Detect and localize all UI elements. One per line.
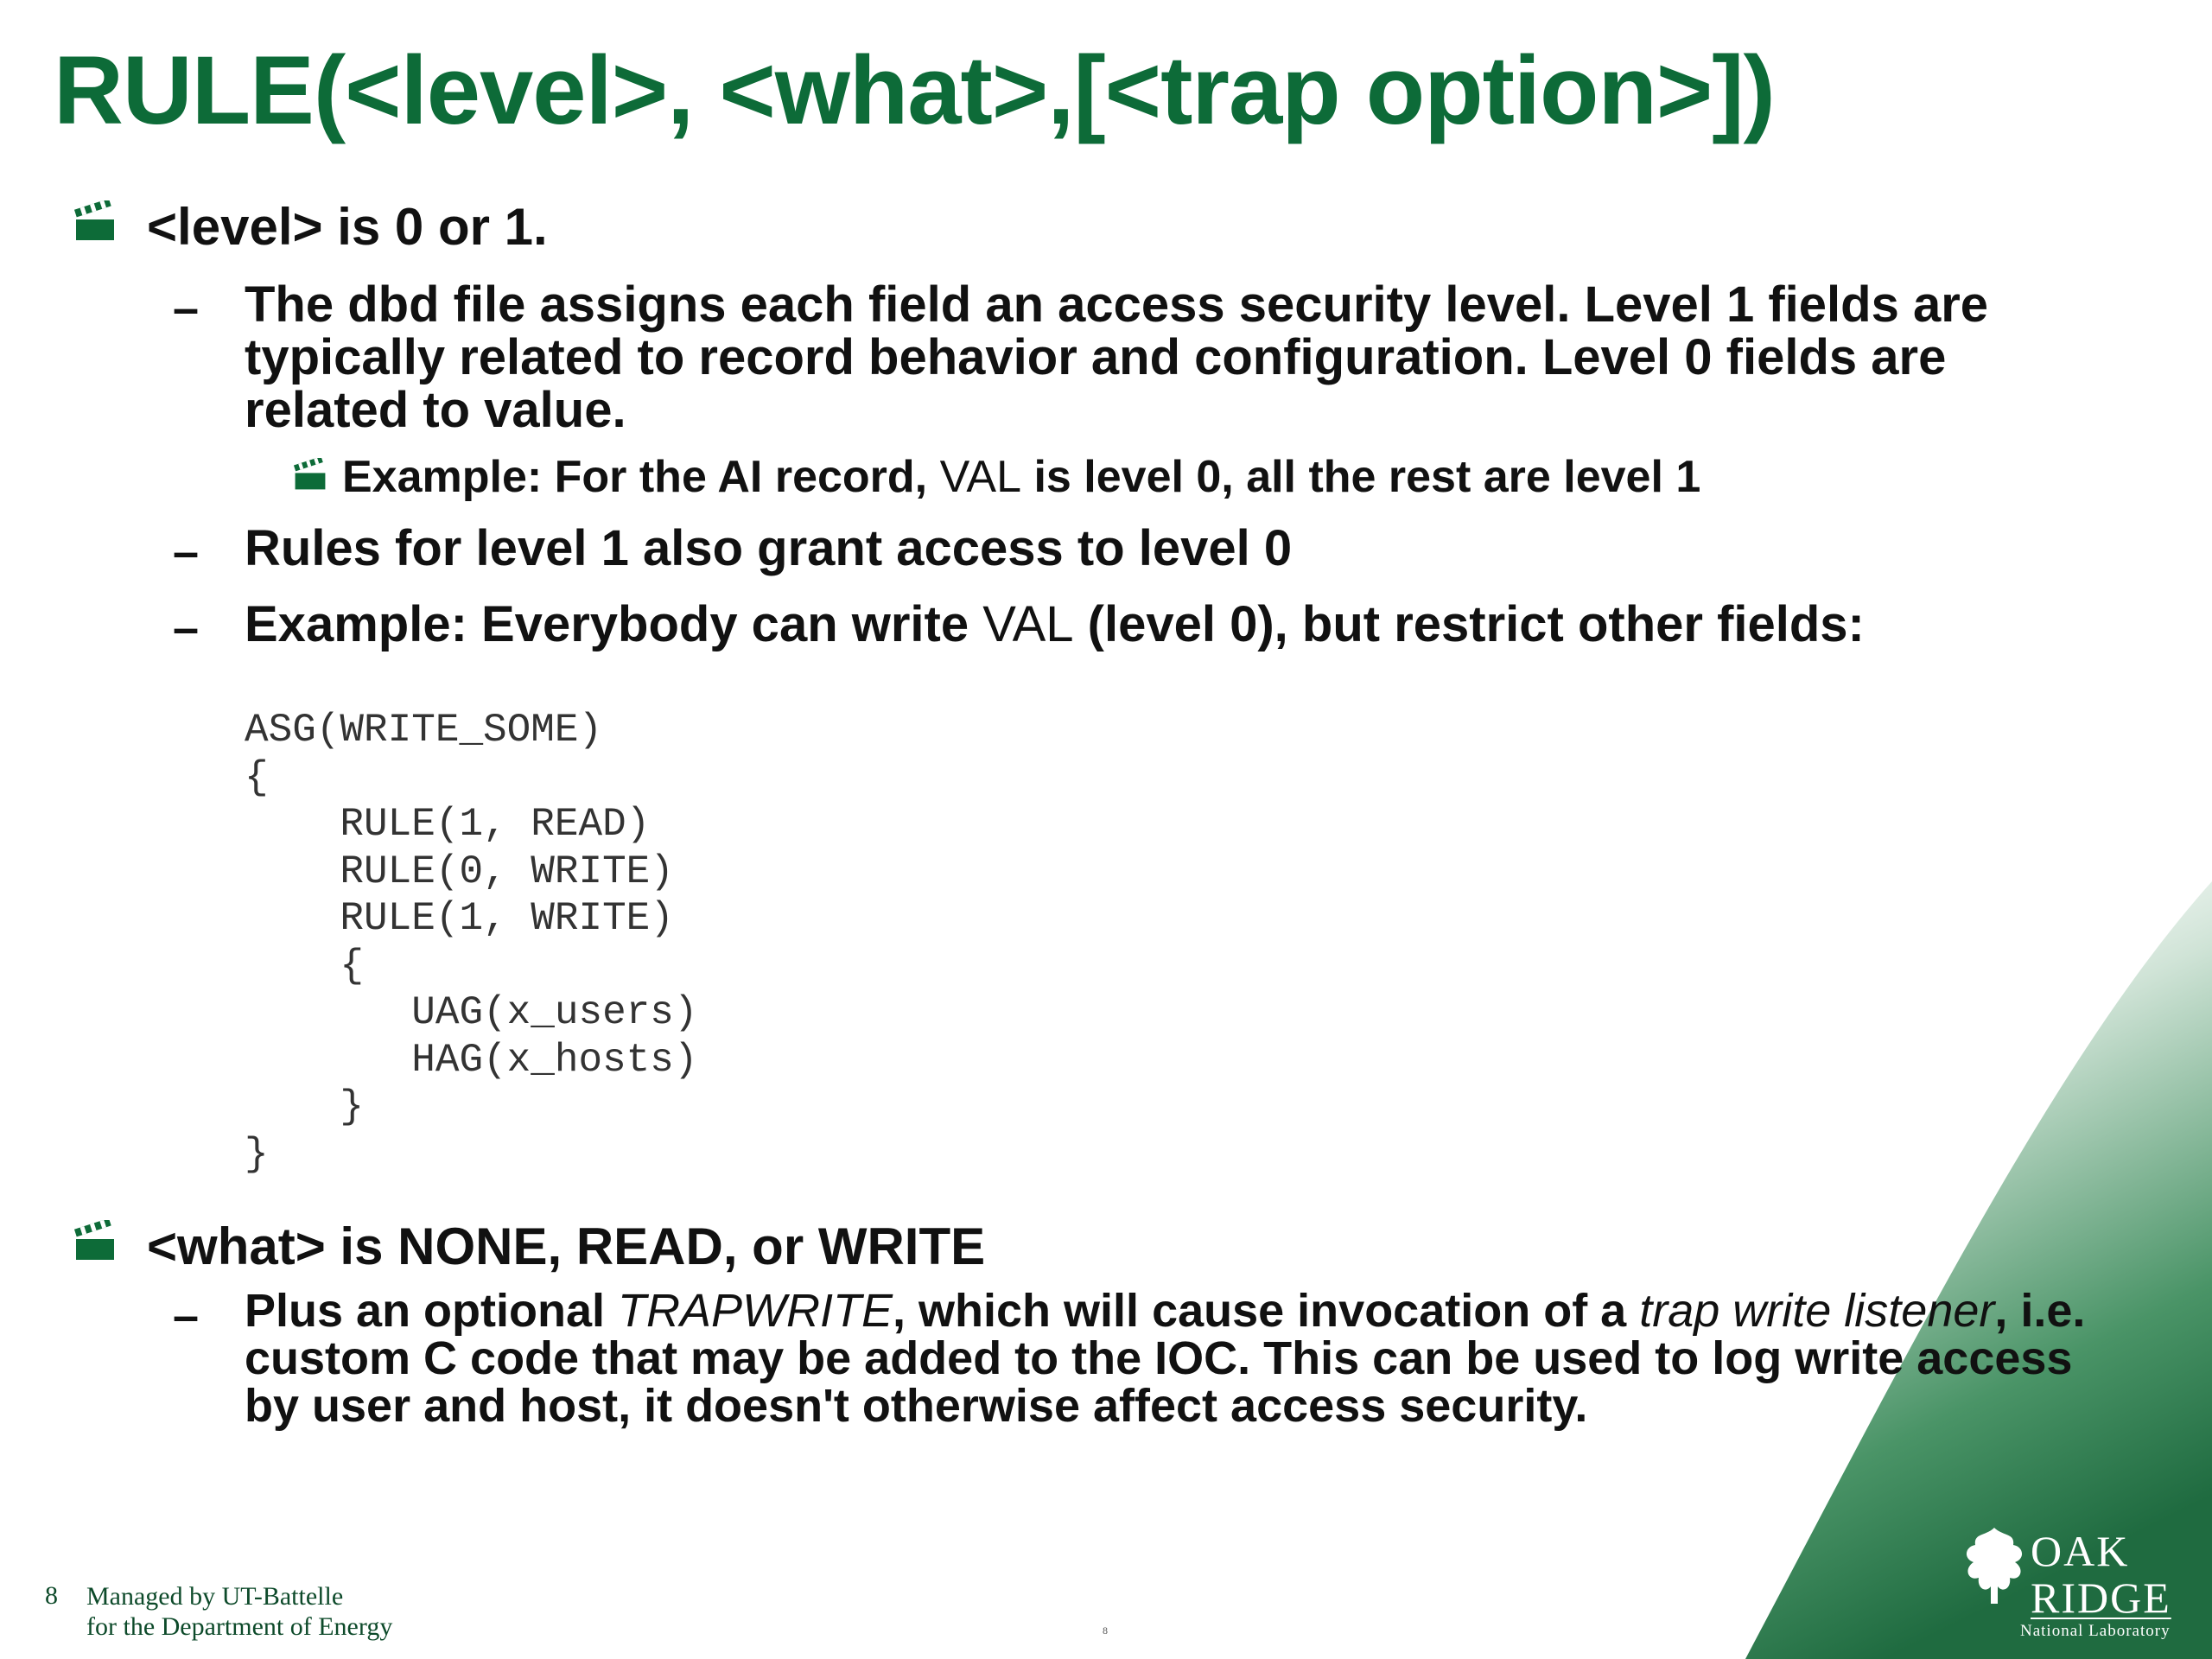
- dash-marker: –: [173, 1290, 200, 1342]
- footer-line-department: for the Department of Energy: [86, 1612, 393, 1641]
- val-field-name: VAL: [939, 452, 1022, 502]
- trapwrite-keyword: TRAPWRITE: [618, 1285, 893, 1337]
- val-field-name: VAL: [982, 596, 1074, 652]
- footer-line-managed: Managed by UT-Battelle: [86, 1582, 344, 1611]
- what-heading: <what> is NONE, READ, or WRITE: [147, 1217, 986, 1275]
- level-heading: <level> is 0 or 1.: [147, 198, 548, 256]
- center-page-mark: 8: [1103, 1624, 1108, 1637]
- code-line: RULE(0, WRITE): [245, 849, 674, 894]
- dash-marker: –: [173, 283, 200, 334]
- logo-oak: OAK: [2031, 1527, 2130, 1575]
- code-line: RULE(1, READ): [245, 802, 651, 847]
- clapperboard-icon: [74, 1220, 116, 1262]
- code-block: [245, 707, 698, 1178]
- trapwrite-description: [245, 1287, 2094, 1430]
- logo-ridge: RIDGE: [2031, 1573, 2171, 1622]
- trapwrite-text-middle: , which will cause invocation of a: [893, 1285, 1640, 1337]
- example-text-before: Example: For the AI record,: [342, 452, 940, 502]
- trapwrite-text-after: , i.e. custom C code that may be added to the IOC. This can be used to log write access by user and host, it doesn't otherwise affect access security.: [245, 1285, 2086, 1432]
- level-rule-note: Rules for level 1 also grant access to level 0: [245, 520, 1293, 576]
- example-text-after: is level 0, all the rest are level 1: [1021, 452, 1701, 502]
- clapperboard-icon: [74, 200, 116, 242]
- code-line: }: [245, 1131, 269, 1177]
- code-line: HAG(x_hosts): [245, 1037, 698, 1083]
- trapwrite-text-before: Plus an optional: [245, 1285, 619, 1337]
- ai-record-example: [342, 451, 1700, 503]
- code-line: RULE(1, WRITE): [245, 896, 674, 941]
- page-number: 8: [45, 1581, 58, 1610]
- level-description: The dbd file assigns each field an access security level. Level 1 fields are typically related to record behavior and configuration. Level 0 fields are related to value.: [245, 276, 1989, 438]
- slide-title: RULE(<level>, <what>,[<trap option>]): [54, 36, 1775, 144]
- oak-leaf-icon: [1960, 1524, 2029, 1607]
- code-line: }: [245, 1084, 365, 1129]
- code-line: UAG(x_users): [245, 990, 698, 1035]
- code-line: {: [245, 754, 269, 800]
- code-line: ASG(WRITE_SOME): [245, 708, 603, 753]
- code-line: {: [245, 943, 365, 988]
- logo-national-laboratory: National Laboratory: [2020, 1622, 2171, 1640]
- write-example-after: (level 0), but restrict other fields:: [1073, 596, 1865, 652]
- dash-marker: –: [173, 602, 200, 654]
- dash-marker: –: [173, 526, 200, 578]
- trap-write-listener-term: trap write listener: [1639, 1285, 1995, 1337]
- write-example-before: Example: Everybody can write: [245, 596, 983, 652]
- write-example: [245, 598, 2111, 651]
- clapperboard-icon: [294, 458, 327, 491]
- footer-credit: [86, 1581, 392, 1642]
